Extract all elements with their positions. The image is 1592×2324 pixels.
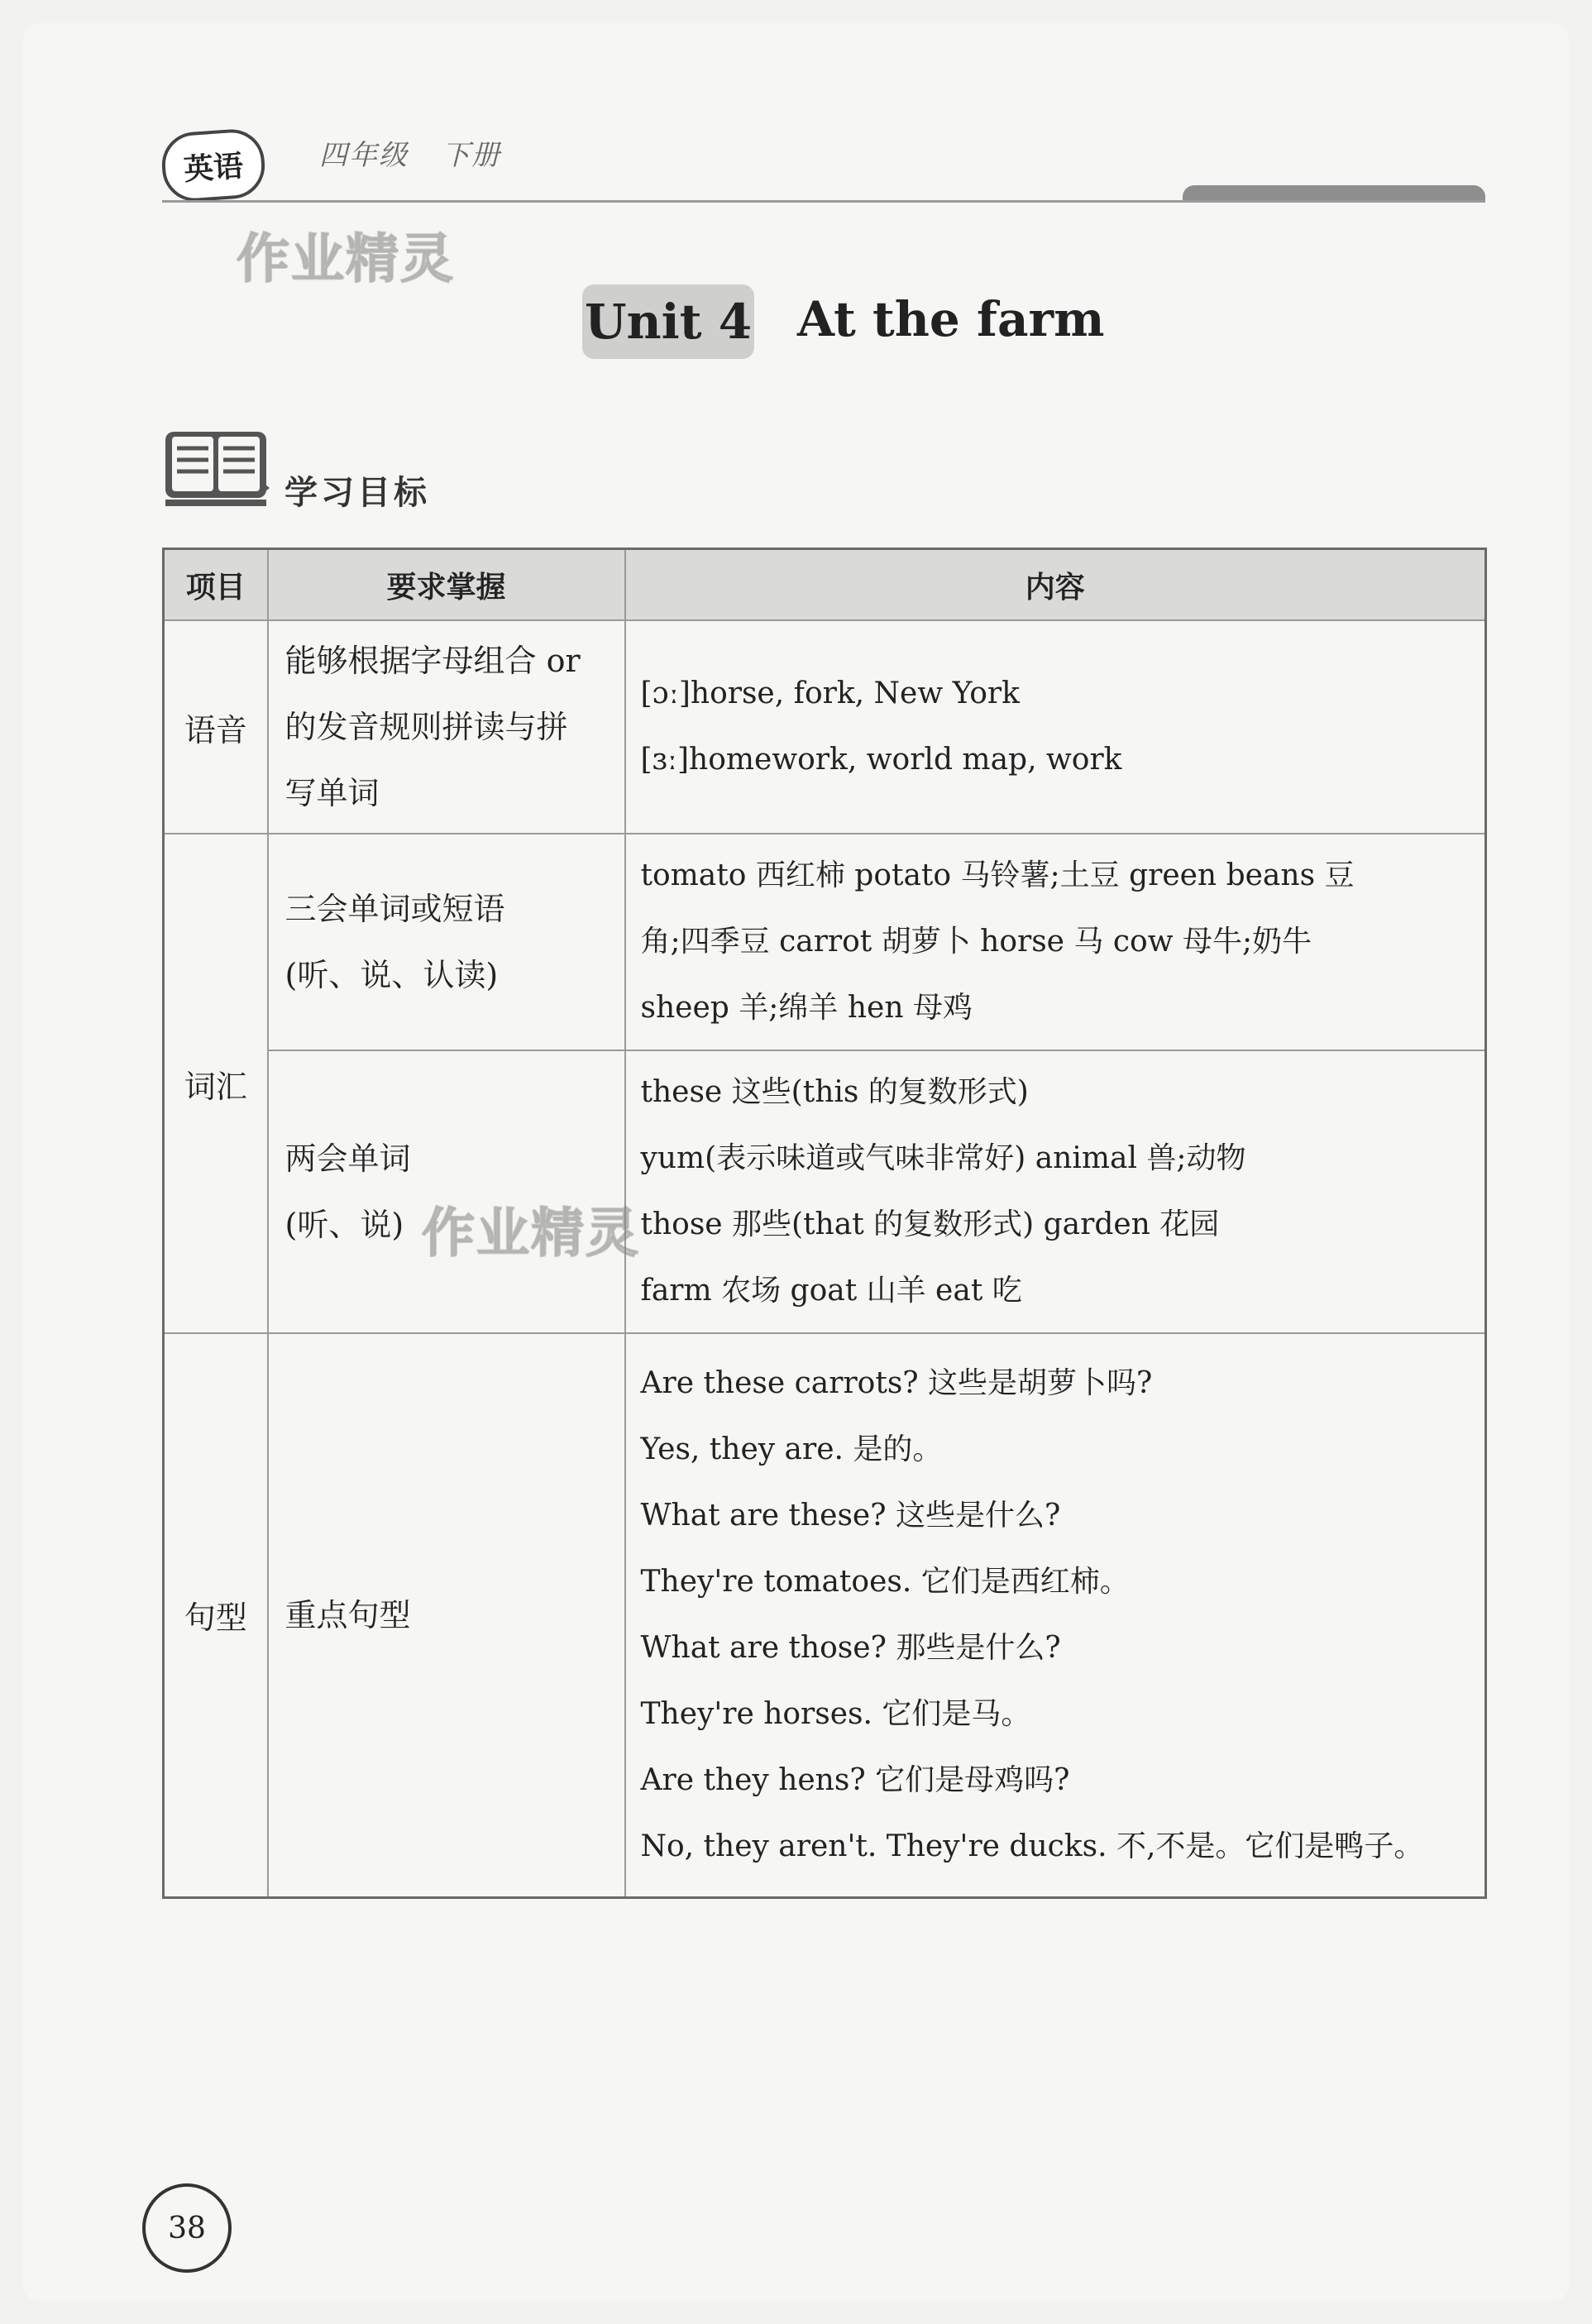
requirement-line: (听、说) [284,1207,404,1243]
content-line: yum(表示味道或气味非常好) animal 兽;动物 [640,1141,1246,1175]
content-pronunciation [625,620,1486,834]
header-tab [1183,185,1485,202]
objectives-table [162,548,1487,1899]
requirement-line: 能够根据字母组合 or [284,643,581,679]
requirement-line: (听、说、认读) [284,957,499,993]
content-line: They're tomatoes. 它们是西红柿。 [640,1564,1130,1599]
section-title: 学习目标 [284,474,430,512]
book-icon [162,423,270,509]
watermark: 作业精灵 [422,1203,640,1265]
content-line: Yes, they are. 是的。 [640,1432,943,1466]
content-two-skill [625,1050,1486,1333]
requirement-sentences: 重点句型 [268,1333,625,1897]
requirement-line: 写单词 [284,775,380,811]
requirement-line: 两会单词 [284,1140,411,1177]
table-row-vocabulary-three [164,834,1486,1050]
content-line: these 这些(this 的复数形式) [640,1075,1029,1109]
content-line: They're horses. 它们是马。 [640,1696,1031,1731]
content-line: No, they aren't. They're ducks. 不,不是。它们是鸭子。 [640,1829,1424,1863]
subject-logo: 英语 [160,127,267,203]
content-line: 角;四季豆 carrot 胡萝卜 horse 马 cow 母牛;奶牛 [640,925,1312,959]
volume-text: 下册 [442,139,501,172]
content-line: tomato 西红柿 potato 马铃薯;土豆 green beans 豆 [640,858,1355,892]
content-line: Are they hens? 它们是母鸡吗? [640,1762,1070,1797]
table-header-row [164,549,1486,621]
requirement-three-skill [268,834,625,1050]
grade-text: 四年级 [319,139,409,172]
category-pronunciation: 语音 [164,620,268,834]
unit-title: At the farm [797,291,1105,347]
content-sentences [625,1333,1486,1897]
watermark: 作业精灵 [237,229,455,290]
content-line: [ɔː]horse, fork, New York [640,677,1020,710]
requirement-pronunciation [268,620,625,834]
content-three-skill [625,834,1486,1050]
content-line: farm 农场 goat 山羊 eat 吃 [640,1274,1022,1308]
content-line: What are those? 那些是什么? [640,1630,1061,1665]
content-line: Are these carrots? 这些是胡萝卜吗? [640,1365,1153,1400]
category-sentences: 句型 [164,1333,268,1897]
header-divider [162,200,1485,203]
grade-label [319,132,501,173]
header-requirement: 要求掌握 [268,549,625,621]
table-row-pronunciation [164,620,1486,834]
content-line: those 那些(that 的复数形式) garden 花园 [640,1207,1220,1241]
content-line: What are these? 这些是什么? [640,1498,1061,1533]
content-line: [ɜː]homework, world map, work [640,743,1122,777]
table-row-vocabulary-two [164,1050,1486,1333]
header-content: 内容 [625,549,1486,621]
content-line: sheep 羊;绵羊 hen 母鸡 [640,991,973,1025]
category-vocabulary: 词汇 [164,834,268,1333]
requirement-line: 的发音规则拼读与拼 [284,709,568,745]
page-number: 38 [142,2183,232,2273]
header-category: 项目 [164,549,268,621]
unit-badge: Unit 4 [582,285,754,359]
requirement-line: 三会单词或短语 [284,891,505,927]
table-row-sentences [164,1333,1486,1897]
